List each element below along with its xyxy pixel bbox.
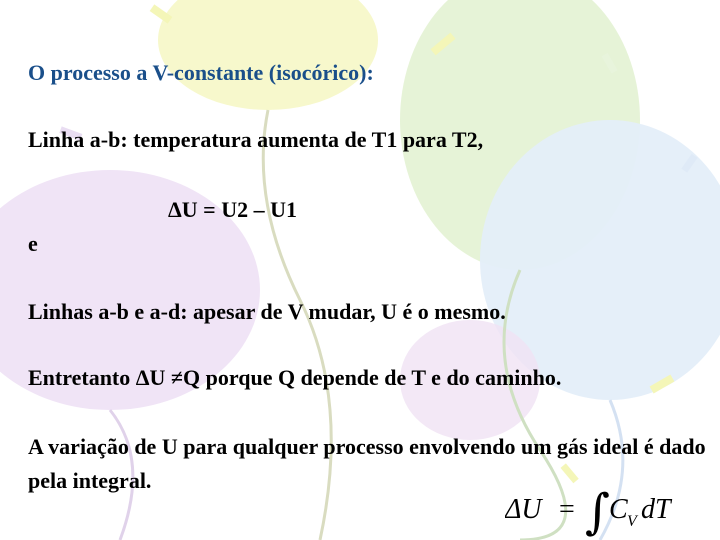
delta-u-equation: ΔU = U2 – U1 — [168, 197, 297, 222]
formula-delta-u: ΔU — [505, 494, 542, 525]
text-line-ab: Linha a-b: temperatura aumenta de T1 para T2, — [28, 127, 484, 152]
formula-equals: = — [559, 494, 575, 525]
text-line-ab-ad: Linhas a-b e a-d: apesar de V mudar, U é o mesmo. — [28, 299, 506, 324]
formula-integral-sign: ∫ — [585, 484, 611, 538]
formula-dt: dT — [641, 494, 671, 525]
integral-formula — [505, 482, 695, 538]
text-line-however: Entretanto ΔU ≠Q porque Q depende de T e do caminho. — [28, 365, 562, 390]
text-line-variation: A variação de U para qualquer processo envolvendo um gás ideal é dado pela integral. — [28, 434, 706, 493]
formula-c: C — [609, 494, 628, 525]
conjunction-text: e — [28, 231, 38, 256]
slide-title: O processo a V-constante (isocórico): — [28, 60, 374, 85]
formula-subscript-v: V — [627, 513, 637, 530]
